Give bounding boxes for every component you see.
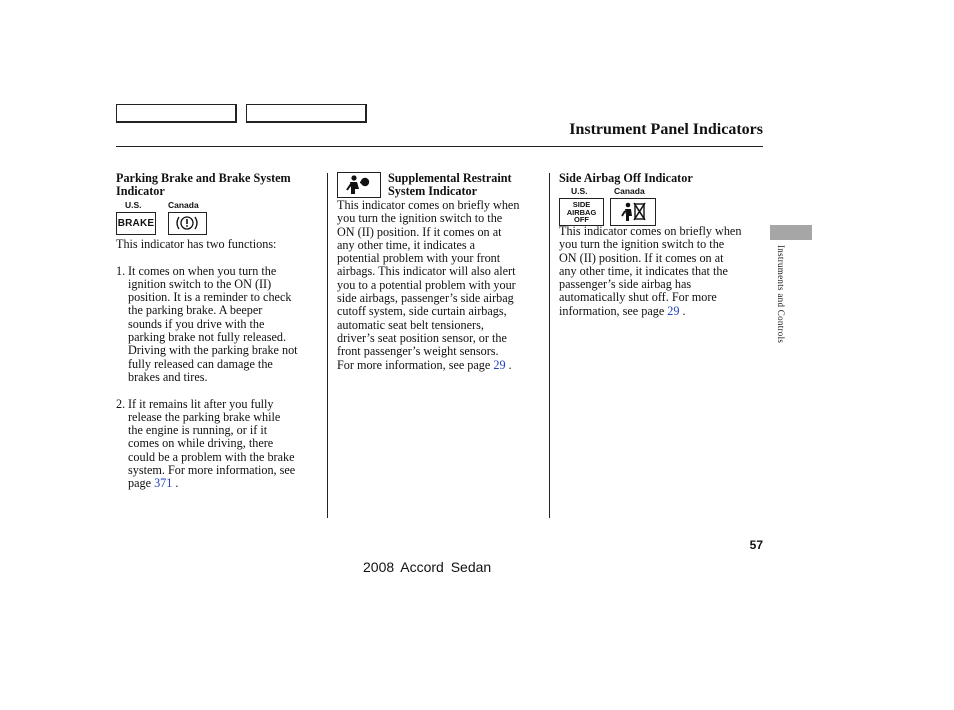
body-line: release the parking brake while (128, 409, 281, 424)
parking-brake-section (116, 172, 326, 199)
us-label: U.S. (125, 200, 142, 210)
list-item (116, 265, 326, 385)
brake-indicator-icon (116, 212, 156, 235)
body-line: position. It is a reminder to check (128, 290, 292, 305)
period: . (508, 357, 512, 372)
body-line: brakes and tires. (128, 369, 208, 384)
next-page-tab[interactable] (246, 104, 367, 123)
column-divider (549, 173, 550, 518)
body-line: any other time, it indicates a (337, 237, 476, 252)
body-line: side airbags, passenger’s side airbag (337, 291, 514, 306)
body-line: airbags. This indicator will also alert (337, 264, 516, 279)
body-line: sounds if you drive with the (128, 316, 265, 331)
page-ref-prefix: For more information, see page (337, 357, 491, 372)
page-title: Instrument Panel Indicators (569, 121, 763, 138)
body-line: Driving with the parking brake not (128, 343, 298, 358)
page-29-link[interactable]: 29 (493, 357, 506, 372)
page-number: 57 (749, 538, 763, 552)
side-airbag-off-canada-icon (610, 198, 656, 226)
list-item (116, 398, 326, 491)
section-heading: Supplemental Restraint (388, 171, 512, 185)
section-heading: Parking Brake and Brake System (116, 171, 291, 185)
side-airbag-heading (559, 172, 759, 185)
side-airbag-off-text (560, 201, 603, 224)
canada-label: Canada (168, 200, 199, 210)
srs-body (337, 199, 547, 372)
body-line: ON (II) position. If it comes on at (337, 224, 502, 239)
page-ref-prefix: information, see page (559, 303, 665, 318)
body-line: ON (II) position. If it comes on at (559, 250, 724, 265)
body-line: could be a problem with the brake (128, 449, 295, 464)
brake-warning-canada-icon (168, 212, 207, 235)
period: . (682, 303, 686, 318)
column-divider (327, 173, 328, 518)
brake-icon-text: BRAKE (117, 218, 155, 229)
us-label: U.S. (571, 186, 588, 196)
side-airbag-body (559, 225, 764, 318)
section-tab-marker (770, 225, 812, 240)
body-line: It comes on when you turn the (128, 263, 277, 278)
body-line (128, 477, 326, 490)
section-label: Instruments and Controls (776, 245, 786, 344)
body-line: This indicator comes on briefly when (559, 224, 742, 238)
section-heading: System Indicator (388, 184, 478, 199)
body-line: system. For more information, see (128, 463, 296, 478)
page-ref-prefix: page (128, 476, 152, 491)
page-29-link[interactable]: 29 (667, 303, 680, 318)
body-line: fully released can damage the (128, 356, 273, 371)
body-line: automatically shut off. For more (559, 290, 717, 305)
body-line: the engine is running, or if it (128, 423, 268, 438)
srs-heading (388, 172, 548, 199)
srs-indicator-icon (337, 172, 381, 198)
section-heading: Side Airbag Off Indicator (559, 171, 693, 185)
body-line: comes on while driving, there (128, 436, 274, 451)
body-line: ignition switch to the ON (II) (128, 276, 272, 291)
canada-label: Canada (614, 186, 645, 196)
body-line (559, 305, 764, 318)
intro-text: This indicator has two functions: (116, 237, 277, 251)
list-number: 1. (116, 263, 126, 278)
icon-text-line: SIDE (572, 200, 591, 209)
body-line: driver’s seat position sensor, or the (337, 330, 507, 345)
body-line: This indicator comes on briefly when (337, 198, 520, 212)
body-line: passenger’s side airbag has (559, 277, 692, 292)
side-airbag-off-us-icon (559, 198, 604, 226)
body-line: potential problem with your front (337, 251, 501, 266)
body-line: cutoff system, side curtain airbags, (337, 304, 507, 319)
body-line: parking brake not fully released. (128, 330, 287, 345)
icon-text-line: AIRBAG (566, 207, 597, 217)
body-line: front passenger’s weight sensors. (337, 344, 499, 359)
body-line (337, 359, 547, 372)
body-line: any other time, it indicates that the (559, 263, 728, 278)
body-line: you turn the ignition switch to the (559, 237, 725, 252)
list-number: 2. (116, 396, 126, 411)
body-line: automatic seat belt tensioners, (337, 317, 484, 332)
body-line: you turn the ignition switch to the (337, 211, 503, 226)
parking-brake-body (116, 238, 326, 491)
body-line: you to a potential problem with your (337, 277, 516, 292)
period: . (175, 476, 179, 491)
page-371-link[interactable]: 371 (154, 476, 173, 491)
footer-model-name: 2008 Accord Sedan (363, 559, 492, 575)
icon-text-line: OFF (574, 215, 589, 225)
previous-page-tab[interactable] (116, 104, 237, 123)
body-line: If it remains lit after you fully (128, 396, 274, 411)
section-heading: Indicator (116, 184, 165, 199)
body-line: the parking brake. A beeper (128, 303, 263, 318)
title-rule (116, 146, 763, 147)
